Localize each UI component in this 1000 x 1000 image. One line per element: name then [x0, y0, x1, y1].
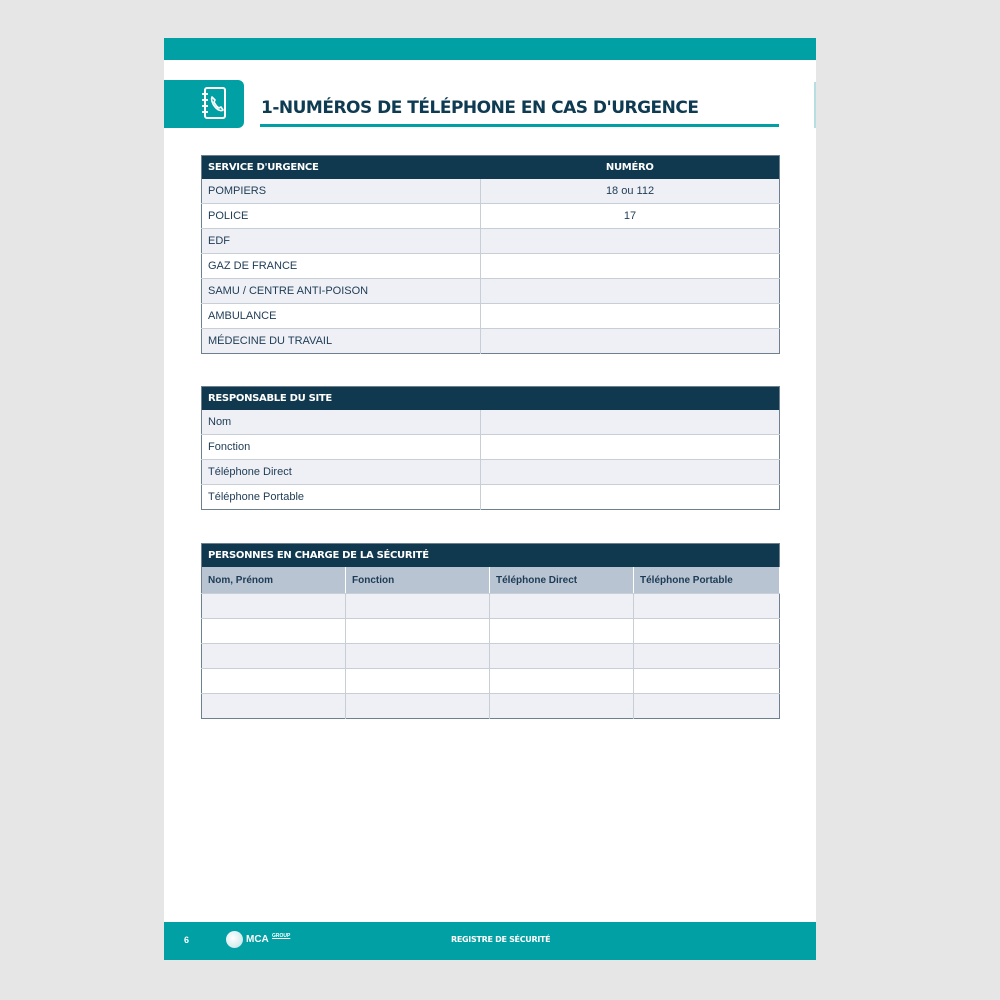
function-cell[interactable]	[346, 594, 490, 619]
table-row	[202, 435, 780, 460]
section-title: 1-NUMÉROS DE TÉLÉPHONE EN CAS D'URGENCE	[261, 98, 699, 118]
service-cell: SAMU / CENTRE ANTI-POISON	[202, 279, 481, 304]
column-header-name: Nom, Prénom	[202, 567, 346, 594]
footer-band	[164, 922, 816, 960]
number-cell[interactable]	[481, 329, 780, 354]
column-header-function: Fonction	[346, 567, 490, 594]
column-header-number: NUMÉRO	[481, 156, 780, 180]
number-cell[interactable]	[481, 229, 780, 254]
column-header-direct-phone: Téléphone Direct	[490, 567, 634, 594]
table-row	[202, 619, 780, 644]
site-manager-table	[201, 386, 780, 510]
logo-text: MCA	[246, 934, 269, 945]
field-value[interactable]	[481, 460, 780, 485]
mobile-phone-cell[interactable]	[634, 669, 780, 694]
table-row	[202, 229, 780, 254]
table-row	[202, 204, 780, 229]
security-persons-table	[201, 543, 780, 719]
column-header-mobile-phone: Téléphone Portable	[634, 567, 780, 594]
number-cell[interactable]	[481, 304, 780, 329]
direct-phone-cell[interactable]	[490, 669, 634, 694]
logo-group-text: GROUP	[272, 933, 291, 939]
document-page	[164, 38, 816, 960]
service-cell: POMPIERS	[202, 179, 481, 204]
table-row	[202, 279, 780, 304]
field-value[interactable]	[481, 435, 780, 460]
table-row	[202, 254, 780, 279]
field-value[interactable]	[481, 485, 780, 510]
name-cell[interactable]	[202, 644, 346, 669]
section-icon-box	[164, 80, 244, 128]
site-manager-header: RESPONSABLE DU SITE	[202, 387, 780, 411]
direct-phone-cell[interactable]	[490, 594, 634, 619]
service-cell: POLICE	[202, 204, 481, 229]
page-number: 6	[184, 935, 190, 945]
column-header-row	[202, 567, 780, 594]
document-title: REGISTRE DE SÉCURITÉ	[451, 935, 551, 944]
function-cell[interactable]	[346, 669, 490, 694]
service-cell: EDF	[202, 229, 481, 254]
column-header-service: SERVICE D'URGENCE	[202, 156, 481, 180]
number-cell[interactable]: 18 ou 112	[481, 179, 780, 204]
table-row	[202, 329, 780, 354]
number-cell[interactable]: 17	[481, 204, 780, 229]
table-row	[202, 694, 780, 719]
field-label: Nom	[202, 410, 481, 435]
direct-phone-cell[interactable]	[490, 644, 634, 669]
table-row	[202, 485, 780, 510]
direct-phone-cell[interactable]	[490, 694, 634, 719]
service-cell: GAZ DE FRANCE	[202, 254, 481, 279]
margin-tick	[814, 82, 816, 128]
mobile-phone-cell[interactable]	[634, 694, 780, 719]
service-cell: MÉDECINE DU TRAVAIL	[202, 329, 481, 354]
name-cell[interactable]	[202, 694, 346, 719]
table-row	[202, 410, 780, 435]
title-underline	[260, 124, 779, 127]
mobile-phone-cell[interactable]	[634, 594, 780, 619]
table-row	[202, 179, 780, 204]
emergency-numbers-table	[201, 155, 780, 354]
top-band	[164, 38, 816, 60]
direct-phone-cell[interactable]	[490, 619, 634, 644]
function-cell[interactable]	[346, 694, 490, 719]
name-cell[interactable]	[202, 669, 346, 694]
field-label: Téléphone Direct	[202, 460, 481, 485]
number-cell[interactable]	[481, 254, 780, 279]
mobile-phone-cell[interactable]	[634, 619, 780, 644]
function-cell[interactable]	[346, 619, 490, 644]
function-cell[interactable]	[346, 644, 490, 669]
field-label: Fonction	[202, 435, 481, 460]
table-row	[202, 304, 780, 329]
company-logo	[226, 929, 296, 951]
mobile-phone-cell[interactable]	[634, 644, 780, 669]
table-row	[202, 594, 780, 619]
service-cell: AMBULANCE	[202, 304, 481, 329]
phone-book-icon	[200, 86, 230, 122]
number-cell[interactable]	[481, 279, 780, 304]
field-label: Téléphone Portable	[202, 485, 481, 510]
name-cell[interactable]	[202, 594, 346, 619]
name-cell[interactable]	[202, 619, 346, 644]
table-row	[202, 460, 780, 485]
field-value[interactable]	[481, 410, 780, 435]
table-row	[202, 644, 780, 669]
security-persons-header: PERSONNES EN CHARGE DE LA SÉCURITÉ	[202, 544, 780, 568]
table-row	[202, 669, 780, 694]
globe-icon	[226, 931, 243, 948]
